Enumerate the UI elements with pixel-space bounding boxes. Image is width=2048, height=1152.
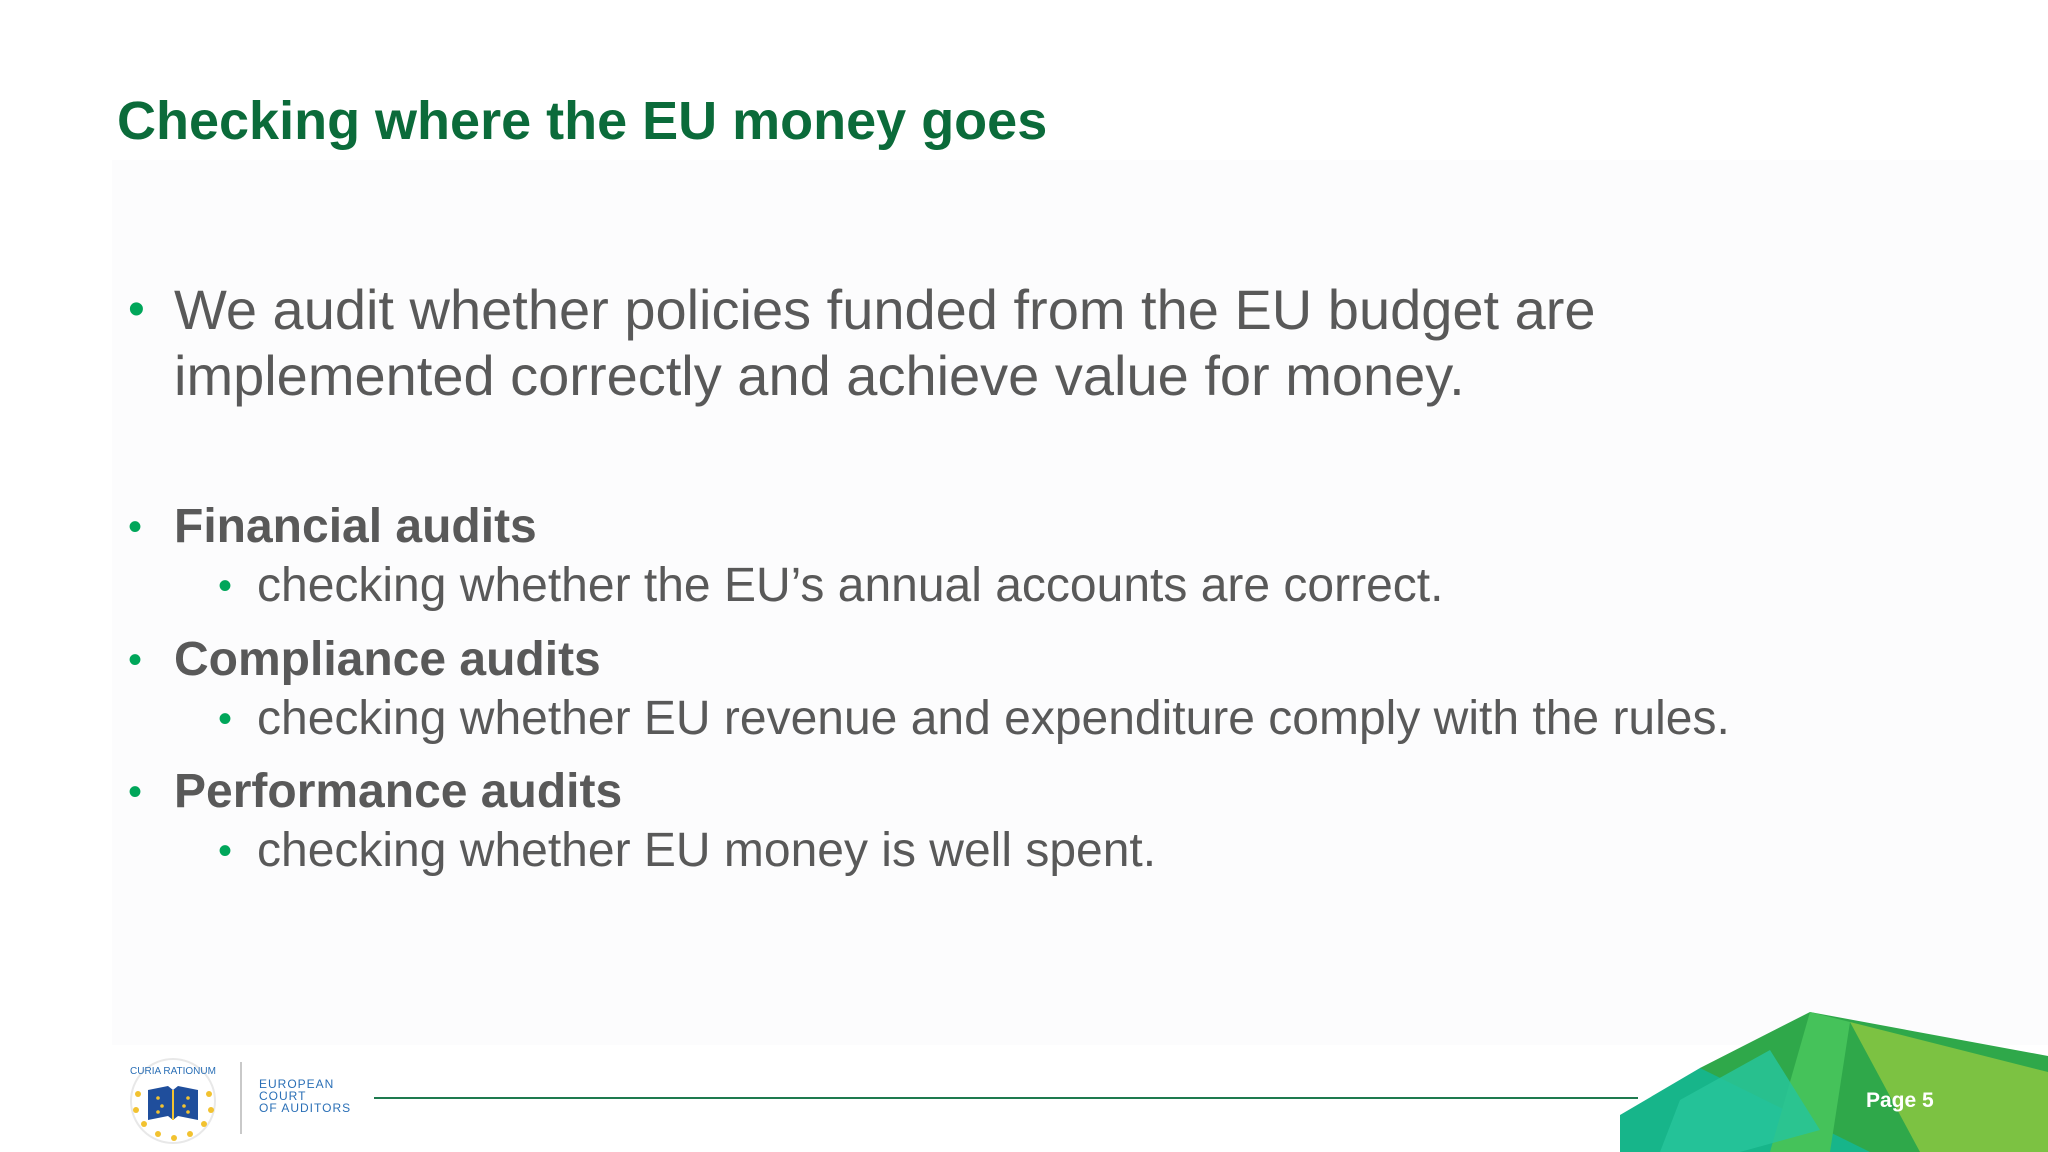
bullet-marker: •: [128, 283, 145, 336]
footer-divider: [374, 1097, 1638, 1099]
audit-type-description: checking whether EU money is well spent.: [257, 824, 1157, 877]
eca-logo-text: [259, 1078, 351, 1114]
sub-bullet-marker: •: [218, 829, 233, 873]
bullet-marker: •: [128, 638, 143, 682]
audit-type-description: checking whether the EU’s annual accounts are correct.: [257, 559, 1444, 612]
audit-type-description: checking whether EU revenue and expenditure comply with the rules.: [257, 692, 1730, 745]
sub-bullet-marker: •: [218, 564, 233, 608]
lead-bullet-text: [174, 277, 1596, 409]
logo-text-line: OF AUDITORS: [259, 1101, 352, 1115]
footer-green-shapes: [1620, 1010, 2048, 1152]
audit-type-heading: Performance audits: [174, 765, 623, 818]
sub-bullet-marker: •: [218, 697, 233, 741]
audit-type-heading: Financial audits: [174, 500, 537, 553]
bullet-marker: •: [128, 770, 143, 814]
bullet-marker: •: [128, 505, 143, 549]
lead-bullet-line: implemented correctly and achieve value for money.: [174, 344, 1465, 407]
eca-seal-logo: [118, 1054, 228, 1146]
logo-separator: [240, 1062, 242, 1134]
svg-text:CURIA RATIONUM: CURIA RATIONUM: [130, 1066, 216, 1077]
logo-text-line: COURT: [259, 1089, 307, 1103]
audit-type-heading: Compliance audits: [174, 633, 601, 686]
lead-bullet-line: We audit whether policies funded from the EU budget are: [174, 278, 1596, 341]
logo-text-line: EUROPEAN: [259, 1077, 335, 1091]
page-number: Page 5: [1866, 1089, 1934, 1112]
slide-title: Checking where the EU money goes: [117, 91, 1048, 151]
